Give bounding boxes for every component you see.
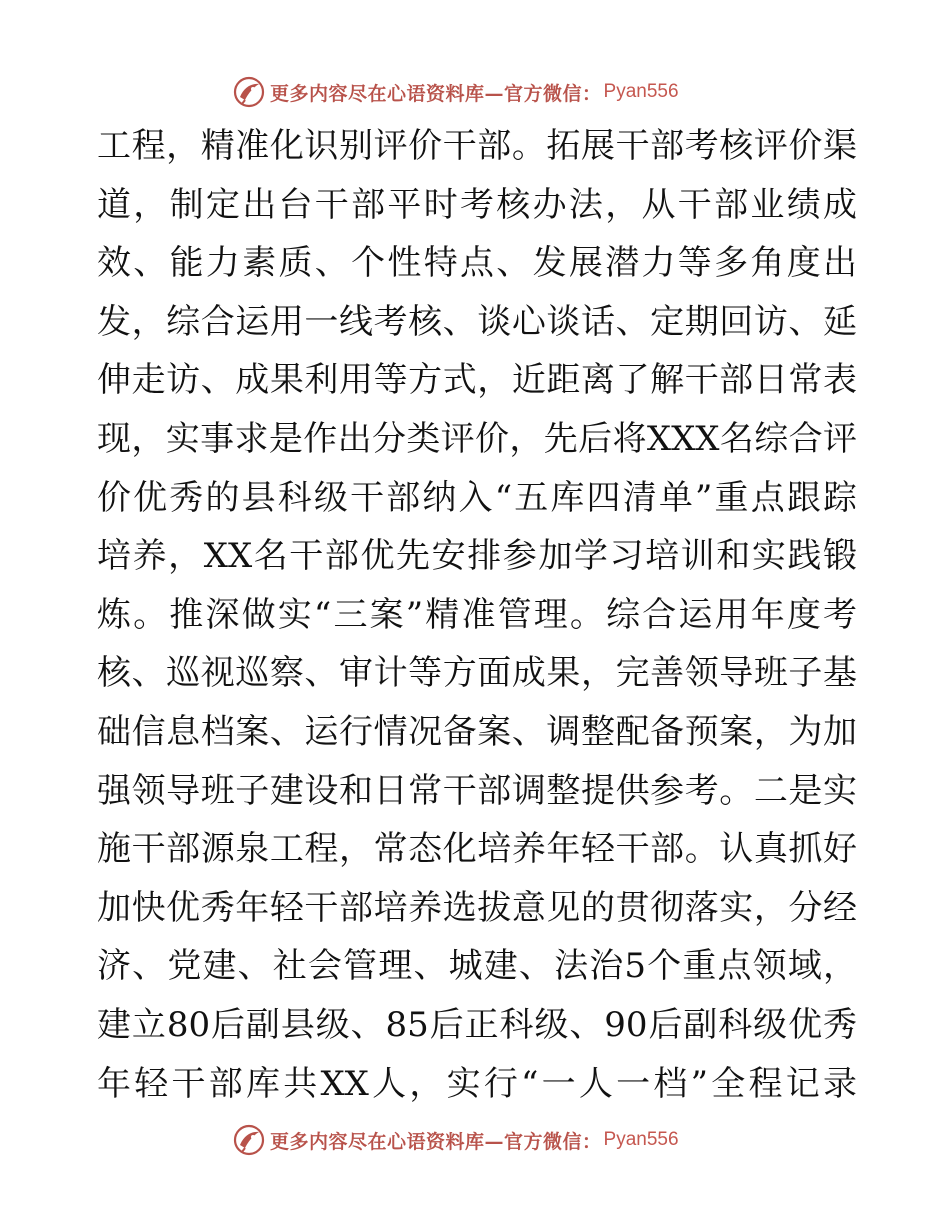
text-line: 加快优秀年轻干部培养选拔意见的贯彻落实，分经 xyxy=(97,887,857,928)
text-line: 强领导班子建设和日常干部调整提供参考。二是实 xyxy=(97,770,857,811)
text-line: 济、党建、社会管理、城建、法治5个重点领域， xyxy=(97,946,857,987)
footer-banner xyxy=(232,1120,679,1160)
header-banner xyxy=(232,72,679,112)
text-line: 价优秀的县科级干部纳入“五库四清单”重点跟踪 xyxy=(97,477,857,518)
text-line: 核、巡视巡察、审计等方面成果，完善领导班子基 xyxy=(97,653,857,694)
text-line: 效、能力素质、个性特点、发展潜力等多角度出 xyxy=(97,243,857,284)
header-wechat-id: Pyan556 xyxy=(603,81,679,102)
text-line: 发，综合运用一线考核、谈心谈话、定期回访、延 xyxy=(97,301,857,342)
footer-banner-text: 更多内容尽在心语资料库—官方微信： xyxy=(270,1130,602,1153)
brand-logo-icon xyxy=(232,1123,266,1157)
text-line: 年轻干部库共XX人，实行“一人一档”全程记录 xyxy=(97,1063,857,1104)
text-line: 建立80后副县级、85后正科级、90后副科级优秀 xyxy=(97,1004,857,1045)
text-line: 施干部源泉工程，常态化培养年轻干部。认真抓好 xyxy=(97,829,857,870)
footer-wechat-id: Pyan556 xyxy=(603,1129,679,1150)
text-line: 工程，精准化识别评价干部。拓展干部考核评价渠 xyxy=(97,126,857,166)
header-banner-text: 更多内容尽在心语资料库—官方微信： xyxy=(270,82,602,105)
text-line: 培养，XX名干部优先安排参加学习培训和实践锻 xyxy=(97,536,857,577)
text-line: 炼。推深做实“三案”精准管理。综合运用年度考 xyxy=(97,594,857,635)
text-line: 道，制定出台干部平时考核办法，从干部业绩成 xyxy=(97,184,857,225)
text-line: 础信息档案、运行情况备案、调整配备预案，为加 xyxy=(97,711,857,752)
body-paragraph xyxy=(97,124,857,1120)
brand-logo-icon xyxy=(232,75,266,109)
text-line: 现，实事求是作出分类评价，先后将XXX名综合评 xyxy=(97,418,857,459)
text-line: 伸走访、成果利用等方式，近距离了解干部日常表 xyxy=(97,360,857,401)
